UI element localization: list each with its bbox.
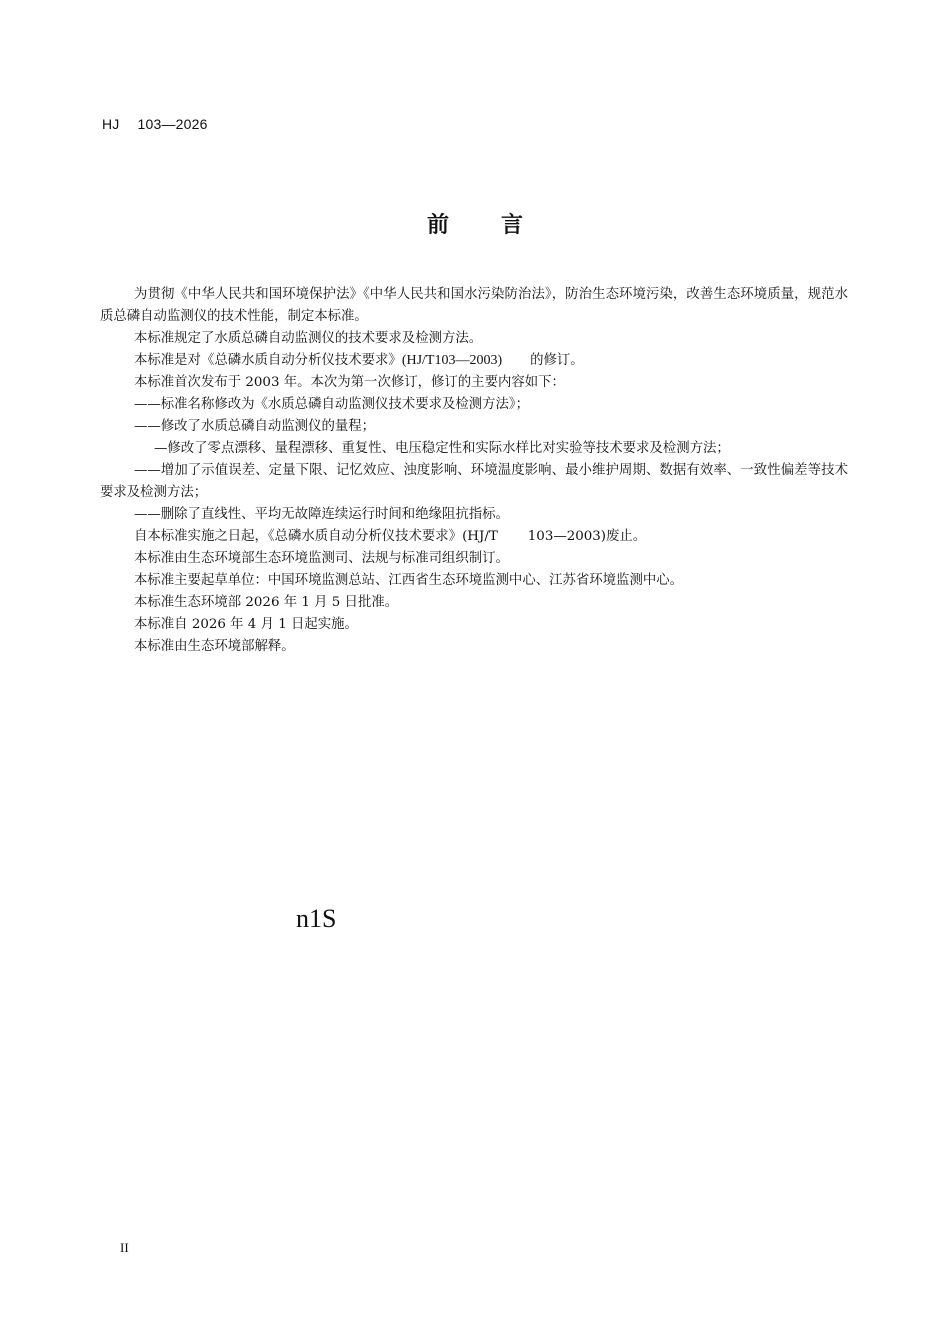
- stray-text: n1S: [296, 904, 337, 933]
- foreword-body: [100, 284, 848, 658]
- standard-code-prefix: HJ: [102, 116, 120, 132]
- change-item-title: ——标准名称修改为《水质总磷自动监测仪技术要求及检测方法》；: [134, 397, 530, 412]
- paragraph-purpose: 为贯彻《中华人民共和国环境保护法》《中华人民共和国水污染防治法》，防治生态环境污染，改善生态环境质量，规范水质总磷自动监测仪的技术性能，制定本标准。: [100, 287, 848, 324]
- paragraph-drafters: 本标准主要起草单位：中国环境监测总站、江西省生态环境监测中心、江苏省环境监测中心。: [134, 573, 684, 588]
- change-item-added: ——增加了示值误差、定量下限、记忆效应、浊度影响、环境温度影响、最小维护周期、数据有效率、一致性偏差等技术要求及检测方法；: [100, 463, 848, 500]
- title-char-1: 前: [426, 213, 449, 238]
- paragraph-organizer: 本标准由生态环境部生态环境监测司、法规与标准司组织制订。: [134, 551, 509, 566]
- paragraph-effective: 本标准自 2026 年 4 月 1 日起实施。: [134, 617, 358, 632]
- standard-code-number: 103—2026: [137, 116, 208, 132]
- change-item-modified: —修改了零点漂移、量程漂移、重复性、电压稳定性和实际水样比对实验等技术要求及检测方法；: [154, 441, 730, 456]
- revision-text-a: 本标准是对《总磷水质自动分析仪技术要求》: [134, 353, 402, 368]
- revision-text-b: 的修订。: [530, 353, 584, 368]
- supersede-text-b: 103—2003)废止。: [527, 529, 647, 544]
- paragraph-history: 本标准首次发布于 2003 年。本次为第一次修订，修订的主要内容如下：: [134, 375, 565, 390]
- supersede-text-a: 自本标准实施之日起，《总磷水质自动分析仪技术要求》(HJ/T: [134, 529, 498, 544]
- title-char-2: 言: [501, 213, 524, 238]
- revision-code: (HJ/T103—2003): [401, 353, 503, 368]
- paragraph-interpretation: 本标准由生态环境部解释。: [134, 639, 295, 654]
- change-item-range: ——修改了水质总磷自动监测仪的量程；: [134, 419, 376, 434]
- paragraph-scope: 本标准规定了水质总磷自动监测仪的技术要求及检测方法。: [134, 331, 483, 346]
- page-number: II: [120, 1240, 129, 1255]
- paragraph-supersede: [100, 526, 848, 548]
- paragraph-approval: 本标准生态环境部 2026 年 1 月 5 日批准。: [134, 595, 399, 610]
- paragraph-revision: [100, 350, 848, 372]
- standard-code: [102, 116, 208, 132]
- page-title: [0, 208, 950, 239]
- change-item-removed: ——删除了直线性、平均无故障连续运行时间和绝缘阻抗指标。: [134, 507, 509, 522]
